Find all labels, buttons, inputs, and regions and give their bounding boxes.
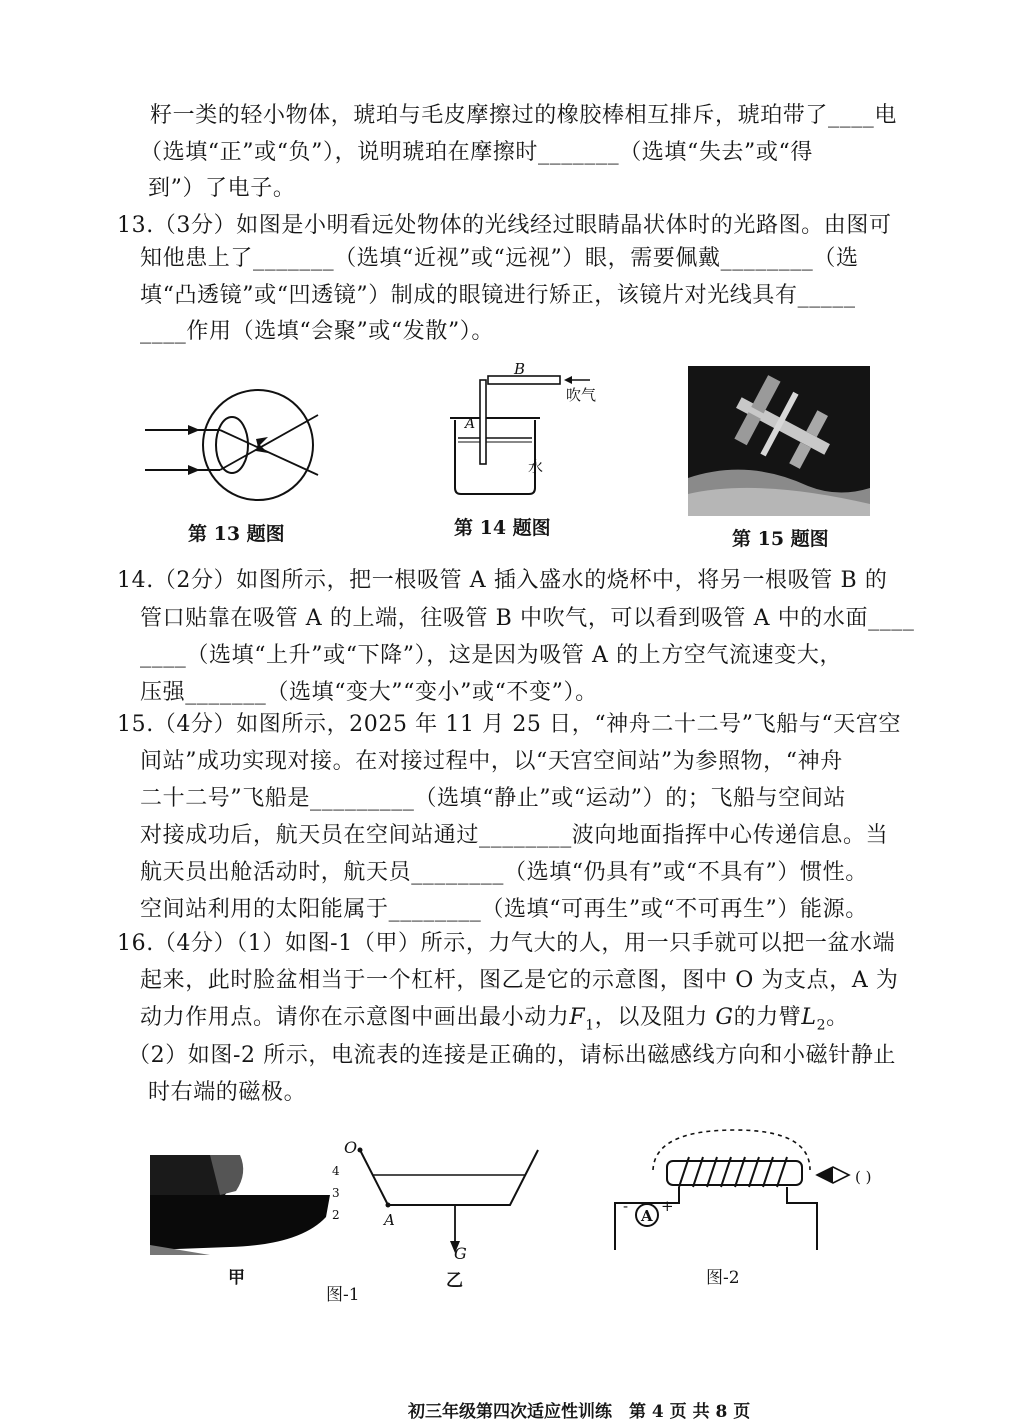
figure-14-straw-diagram [440,360,620,500]
figure-1-yi-lever-diagram [340,1135,550,1260]
lens [216,417,248,473]
figure-15-space-station-photo [688,366,870,516]
text-line: 管口贴靠在吸管 A 的上端，往吸管 B 中吹气，可以看到吸管 A 中的水面____ [140,606,915,631]
label-a: A [465,416,476,432]
figure-15-caption: 第 15 题图 [732,528,829,550]
figure-1-jia-photo [150,1155,345,1255]
text-line: 起来，此时脸盆相当于一个杠杆，图乙是它的示意图，图中 O 为支点，A 为 [140,968,899,993]
text-line: （2）如图-2 所示，电流表的连接是正确的，请标出磁感线方向和小磁针静止 [128,1043,897,1068]
point-a [386,1203,391,1208]
force-g: G [715,1005,734,1030]
force-f1: F [569,1005,586,1030]
text-line: 时右端的磁极。 [148,1080,307,1105]
point-o [358,1148,363,1153]
figure-13-eye-diagram [140,385,340,505]
text-line: 间站”成功实现对接。在对接过程中，以“天宫空间站”为参照物，“神舟 [140,749,843,774]
question-14: 14.（2分）如图所示，把一根吸管 A 插入盛水的烧杯中，将另一根吸管 B 的 [117,568,888,593]
straw-a [480,380,486,464]
svg-text:2: 2 [332,1208,340,1222]
text-line: ____作用（选填“会聚”或“发散”）。 [140,319,494,344]
text-line: 对接成功后，航天员在空间站通过________波向地面指挥中心传递信息。当 [140,823,889,848]
question-13: 13.（3分）如图是小明看远处物体的光线经过眼睛晶状体时的光路图。由图可 [117,213,892,238]
question-15: 15.（4分）如图所示，2025 年 11 月 25 日，“神舟二十二号”飞船与“天宫空 [117,712,902,737]
svg-text:-: - [623,1197,629,1215]
svg-text:G: G [454,1244,467,1260]
svg-text:A: A [641,1207,653,1225]
label-blow: 吹气 [566,386,597,404]
text-line: 知他患上了_______（选填“近视”或“远视”）眼，需要佩戴________（选 [140,246,859,271]
text-line: 二十二号”飞船是_________（选填“静止”或“运动”）的；飞船与空间站 [140,786,847,811]
figure-2-solenoid-circuit [605,1125,885,1255]
svg-text:3: 3 [332,1186,340,1200]
page-footer: 初三年级第四次适应性训练 第 4 页 共 8 页 [408,1402,751,1422]
svg-text:O: O [344,1138,358,1157]
figure-13-caption: 第 13 题图 [188,523,285,545]
text-line: 籽一类的轻小物体，琥珀与毛皮摩擦过的橡胶棒相互排斥，琥珀带了____电 [150,103,898,128]
arm-l2: L [801,1005,817,1030]
label-b: B [514,360,526,378]
figure-1-jia-label: 甲 [228,1268,245,1288]
text-line: （选填“正”或“负”），说明琥珀在摩擦时_______（选填“失去”或“得 [140,140,813,165]
text-line: 填“凸透镜”或“凹透镜”）制成的眼镜进行矫正，该镜片对光线具有_____ [140,283,856,308]
svg-text:A: A [384,1211,395,1229]
text-line: 空间站利用的太阳能属于________（选填“可再生”或“不可再生”）能源。 [140,897,868,922]
basin-outline [360,1150,538,1205]
figure-1-yi-label: 乙 [446,1271,463,1291]
label-water: 水 [528,458,544,476]
svg-text:+: + [661,1197,674,1215]
figure-1-caption: 图-1 [326,1285,360,1305]
svg-text:4: 4 [332,1164,340,1178]
figure-14-caption: 第 14 题图 [454,517,551,539]
text-line: 到”）了电子。 [148,176,296,201]
text-line: 压强_______（选填“变大”“变小”或“不变”）。 [140,680,598,705]
question-16: 16.（4分）（1）如图-1（甲）所示，力气大的人，用一只手就可以把一盆水端 [117,931,896,956]
svg-text:( ): ( ) [855,1168,872,1186]
text-line: ____（选填“上升”或“下降”），这是因为吸管 A 的上方空气流速变大， [140,643,843,668]
text-line: 动力作用点。请你在示意图中画出最小动力$F_1$，以及阻力 G的力臂$L_2$。 [140,1005,849,1034]
figure-2-caption: 图-2 [706,1268,740,1288]
text-line: 航天员出舱活动时，航天员________（选填“仍具有”或“不具有”）惯性。 [140,860,868,885]
